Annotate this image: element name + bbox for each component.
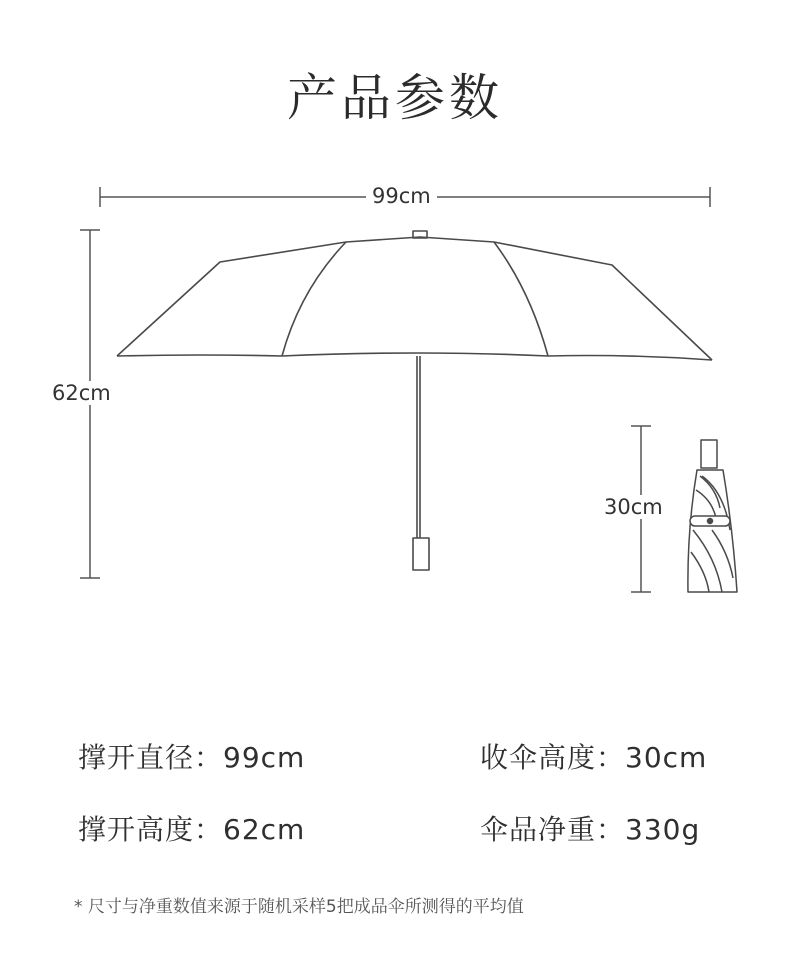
open-umbrella-icon — [117, 231, 712, 570]
closed-length-label: 30cm — [598, 495, 669, 519]
page-title: 产品参数 — [287, 69, 503, 127]
footnote: * 尺寸与净重数值来源于随机采样5把成品伞所测得的平均值 — [74, 897, 524, 917]
spec-value: 99cm — [223, 741, 306, 774]
open-width-label: 99cm — [366, 184, 437, 208]
spec-open-height — [78, 808, 305, 848]
spec-net-weight — [480, 808, 700, 848]
open-height-label: 62cm — [46, 381, 117, 405]
spec-open-diameter — [78, 736, 305, 776]
spec-label: 收伞高度： — [480, 741, 626, 774]
spec-value: 62cm — [223, 813, 306, 846]
spec-value: 330g — [625, 813, 701, 846]
spec-label: 撑开高度： — [78, 813, 224, 846]
spec-value: 30cm — [625, 741, 708, 774]
spec-label: 伞品净重： — [480, 813, 626, 846]
closed-umbrella-icon — [688, 440, 737, 592]
spec-closed-height — [480, 736, 707, 776]
spec-label: 撑开直径： — [78, 741, 224, 774]
